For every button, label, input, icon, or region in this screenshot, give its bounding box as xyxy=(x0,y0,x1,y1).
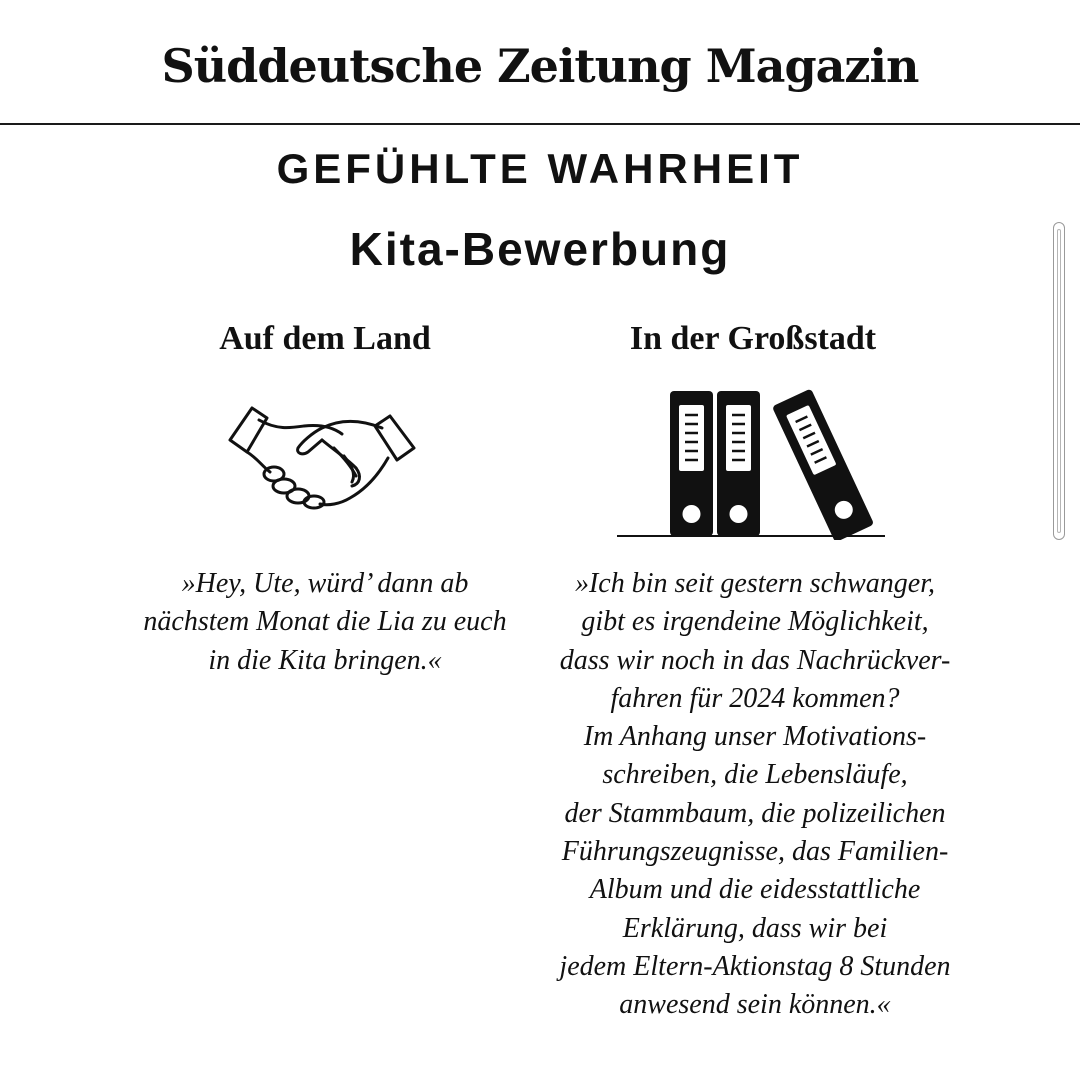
quote-grossstadt: »Ich bin seit gestern schwanger, gibt es irgendeine Möglichkeit, dass wir noch in das Nachrückver- fahren für 2024 kommen? Im Anhang unser Motivations- schreiben, die Lebensläufe, der Stammbaum, die polizeilichen Führungszeugnisse, das Familien- Album und die eidesstattliche Erklärung, dass wir bei jedem Eltern-Aktionstag 8 Stunden anwesend sein können.« xyxy=(559,568,951,1021)
masthead xyxy=(0,0,1080,125)
binders-icon xyxy=(615,385,887,540)
scrollbar-thumb[interactable] xyxy=(1057,229,1061,533)
quote-land: »Hey, Ute, würd’ dann ab nächstem Monat die Lia zu euch in die Kita bringen.« xyxy=(143,568,507,676)
vertical-scrollbar[interactable] xyxy=(1053,222,1065,540)
magazine-logo: Süddeutsche Zeitung Magazin xyxy=(161,38,919,93)
column-title-land: Auf dem Land xyxy=(219,320,431,357)
page-title: Kita-Bewerbung xyxy=(349,223,731,275)
section-kicker: GEFÜHLTE WAHRHEIT xyxy=(276,145,804,192)
handshake-icon xyxy=(222,398,422,518)
column-title-grossstadt: In der Großstadt xyxy=(629,320,877,357)
